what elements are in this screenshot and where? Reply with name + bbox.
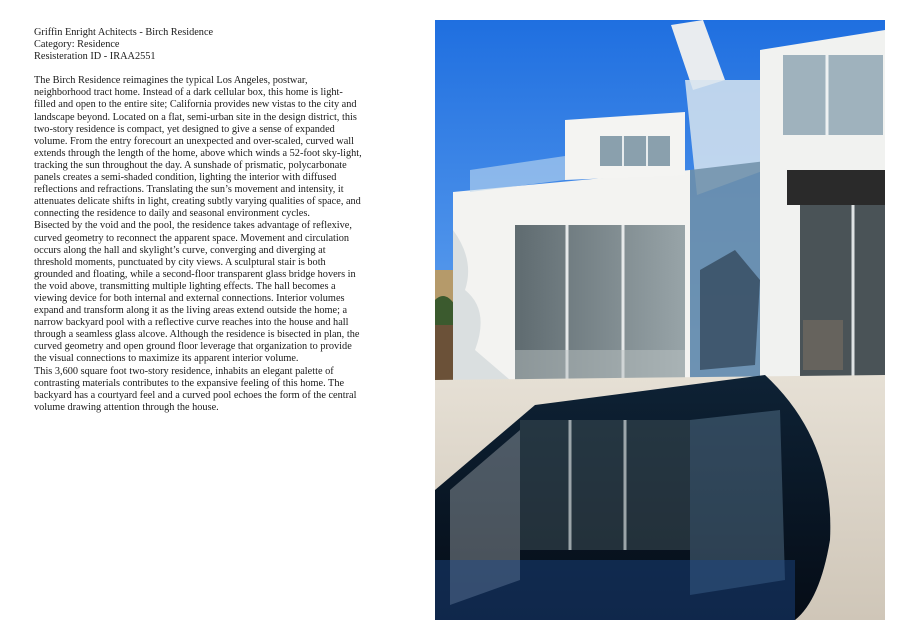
- upper-window: [600, 136, 670, 166]
- right-overhang: [787, 170, 885, 205]
- project-description: [34, 75, 364, 414]
- right-upper-window: [783, 55, 883, 135]
- project-header: [34, 27, 364, 63]
- description-paragraph-2: Bisected by the void and the pool, the residence takes advantage of reflexive, curved geometry to reconnect the apparent space. Movement and circulation occurs along the hall and skylight’s curve, converging and diverging at threshold moments, punctuated by city views. A sculptural stair is both grounded and floating, while a second-floor transparent glass bridge hovers in the void above, transmitting multiple lighting effects. The hall becomes a viewing device for both internal and external connections. Interior volumes expand and transform along it as the living areas extend outside the home; a narrow backyard pool with a reflective curve reaches into the house and hall through a seamless glass alcove. Although the residence is bisected in plan, the curved geometry and open ground floor leverage that organization to provide the visual connections to maximize its apparent interior volume.: [34, 220, 360, 365]
- pool-reflection-doors: [520, 420, 690, 550]
- registration-id: Resisteration ID - IRAA2551: [34, 51, 156, 63]
- pool-reflection-sky: [435, 560, 795, 620]
- house-photo-illustration: [435, 20, 885, 620]
- description-paragraph-3: This 3,600 square foot two-story residence, inhabits an elegant palette of contrasting materials contributes to the expansive feeling of this home. The backyard has a courtyard feel and a curved pool echoes the form of the central volume drawing attention through the house.: [34, 365, 357, 413]
- project-category: Category: Residence: [34, 39, 120, 51]
- description-paragraph-1: The Birch Residence reimagines the typical Los Angeles, postwar, neighborhood tract home. Instead of a dark cellular box, this home is light-filled and open to the entire site; California provides new vistas to the city and landscape beyond. Located on a flat, semi-urban site in the design district, this two-story residence is compact, yet designed to give a sense of expanded volume. From the entry forecourt an unexpected and over-scaled, curved wall extends through the length of the home, above which winds a 52-foot sky-light, tracking the sun throughout the day. A sunshade of prismatic, polycarbonate panels creates a semi-shaded condition, lighting the interior with diffused reflections and refractions. Translating the sun’s movement and intensity, it attenuates delicate shifts in light, creating subtly varying qualities of space, and connecting the residence to daily and seasonal environment cycles.: [34, 75, 362, 220]
- house-photo: [435, 20, 885, 620]
- text-column: [34, 27, 364, 414]
- project-title: Griffin Enright Achitects - Birch Residence: [34, 27, 214, 38]
